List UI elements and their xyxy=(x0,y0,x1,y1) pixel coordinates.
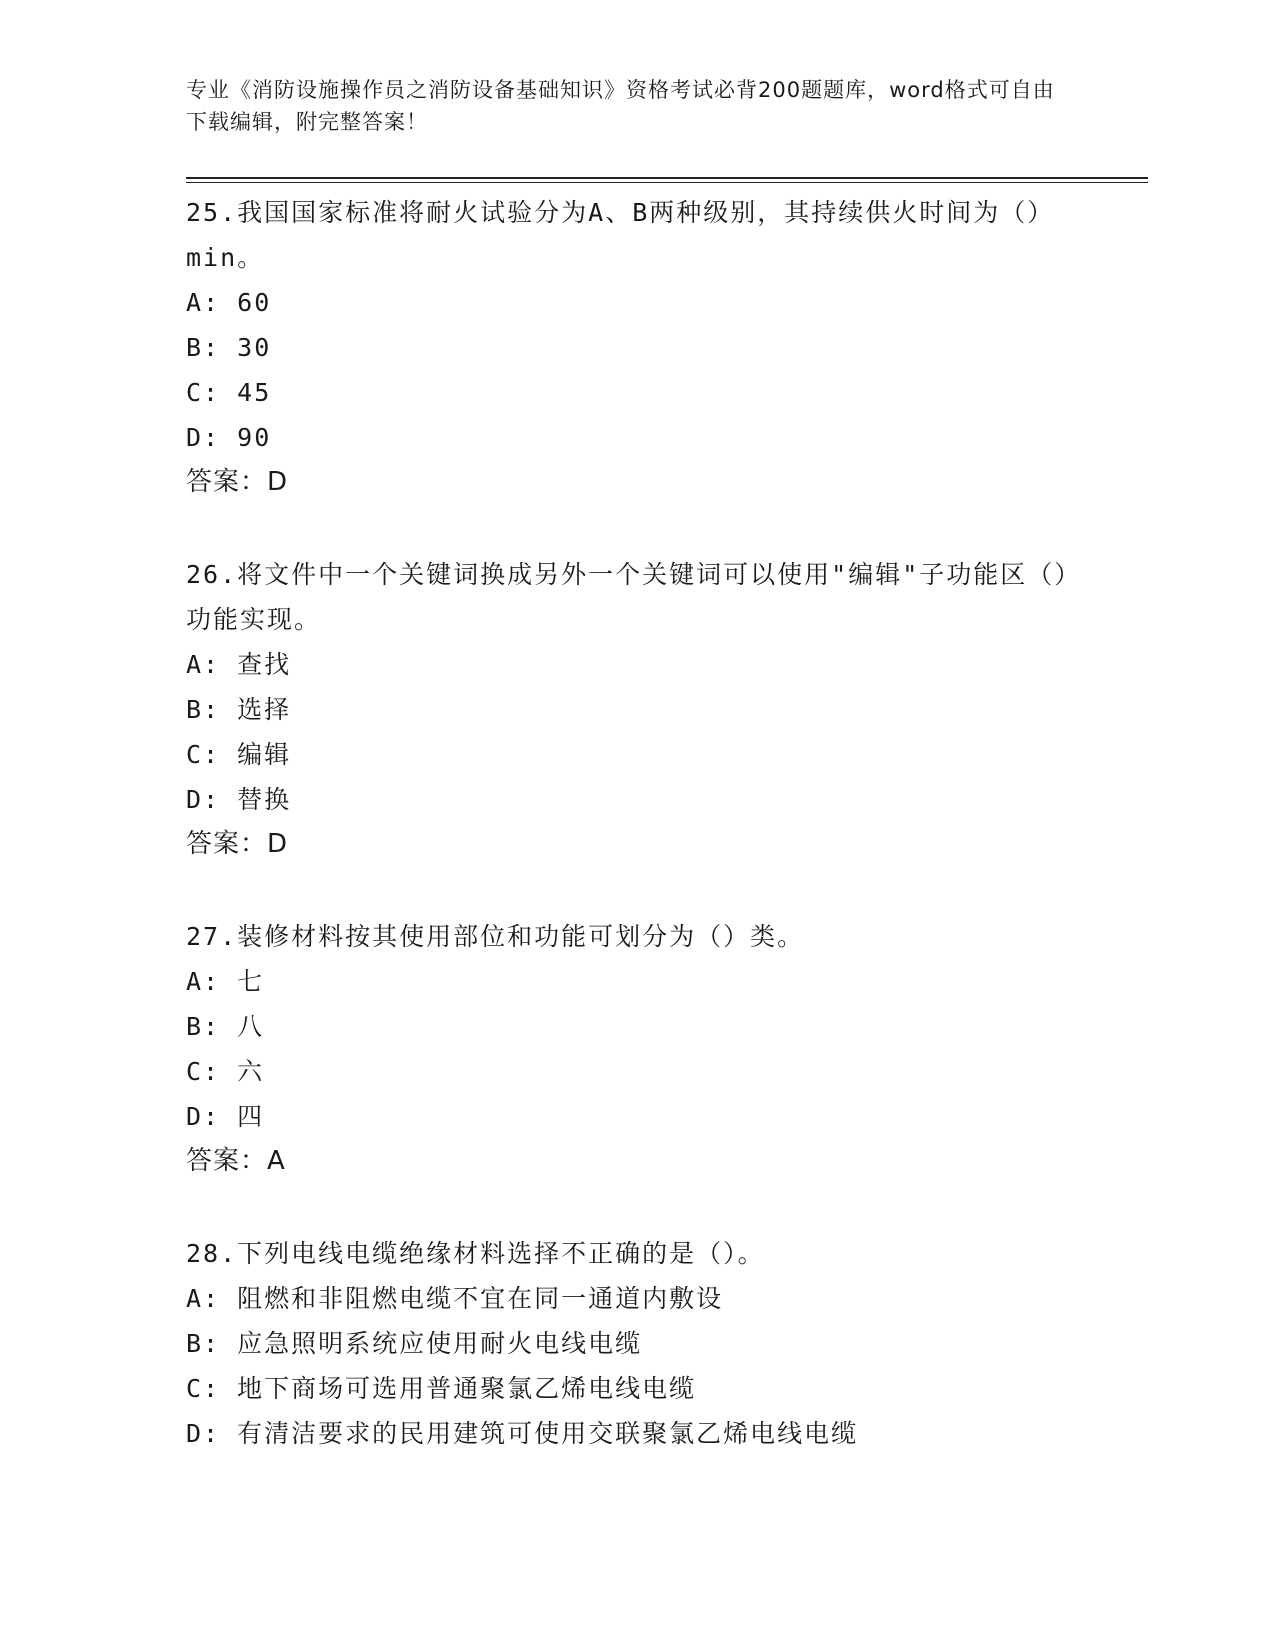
option-a: A: 60 xyxy=(186,288,272,317)
question-26 xyxy=(186,550,1086,867)
question-stem: 25.我国国家标准将耐火试验分为A、B两种级别，其持续供火时间为（）min。 xyxy=(186,198,1055,272)
option-b: B: 30 xyxy=(186,333,272,362)
option-c: C: 编辑 xyxy=(186,740,292,769)
header-divider-thin xyxy=(186,182,1148,183)
option-c: C: 45 xyxy=(186,378,272,407)
question-stem: 27.装修材料按其使用部位和功能可划分为（）类。 xyxy=(186,922,805,951)
answer-label: 答案：D xyxy=(186,829,289,859)
option-a: A: 查找 xyxy=(186,650,292,679)
option-c: C: 地下商场可选用普通聚氯乙烯电线电缆 xyxy=(186,1374,697,1403)
answer-label: 答案：A xyxy=(186,1146,286,1176)
option-d: D: 四 xyxy=(186,1102,265,1131)
option-b: B: 选择 xyxy=(186,695,292,724)
question-list xyxy=(186,188,1086,1456)
option-a: A: 七 xyxy=(186,967,265,996)
question-stem: 28.下列电线电缆绝缘材料选择不正确的是（）。 xyxy=(186,1239,765,1268)
question-28 xyxy=(186,1229,1086,1456)
option-d: D: 有清洁要求的民用建筑可使用交联聚氯乙烯电线电缆 xyxy=(186,1419,859,1448)
question-stem: 26.将文件中一个关键词换成另外一个关键词可以使用"编辑"子功能区（）功能实现。 xyxy=(186,560,1082,634)
option-d: D: 90 xyxy=(186,423,272,452)
option-b: B: 应急照明系统应使用耐火电线电缆 xyxy=(186,1329,643,1358)
document-header-title: 专业《消防设施操作员之消防设备基础知识》资格考试必背200题题库，word格式可自由下载编辑，附完整答案！ xyxy=(186,78,1055,134)
option-c: C: 六 xyxy=(186,1057,265,1086)
header-divider-thick xyxy=(186,177,1148,179)
question-25 xyxy=(186,188,1086,505)
question-27 xyxy=(186,912,1086,1184)
option-d: D: 替换 xyxy=(186,785,292,814)
answer-label: 答案：D xyxy=(186,467,289,497)
option-a: A: 阻燃和非阻燃电缆不宜在同一通道内敷设 xyxy=(186,1284,724,1313)
option-b: B: 八 xyxy=(186,1012,265,1041)
